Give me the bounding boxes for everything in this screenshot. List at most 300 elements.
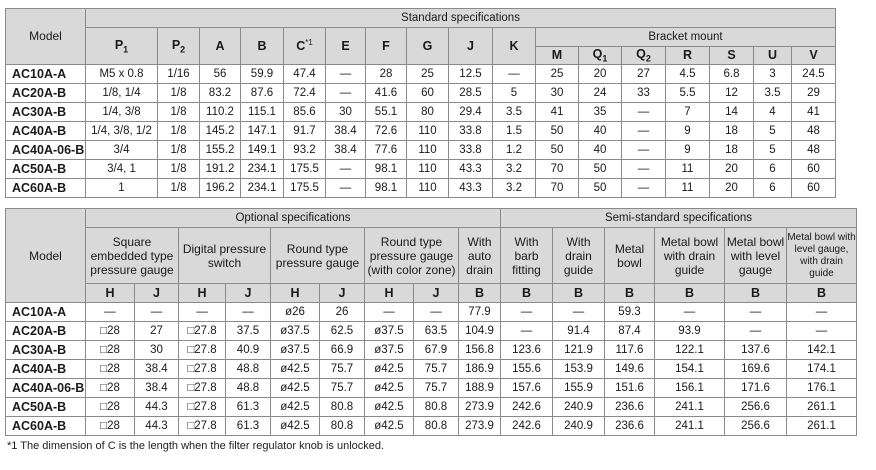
- table-cell: 240.9: [553, 398, 605, 417]
- table-cell: 50: [536, 140, 579, 159]
- table-cell: 242.6: [501, 398, 553, 417]
- table-cell: 80.8: [320, 398, 365, 417]
- table-cell: 50: [579, 159, 622, 178]
- table-cell: 27: [135, 322, 179, 341]
- table-cell: 80.8: [414, 417, 459, 436]
- table-cell: 80: [407, 102, 449, 121]
- optional-specifications-title: Optional specifications: [86, 209, 501, 228]
- table-cell: 156.8: [459, 341, 501, 360]
- table-cell: 35: [579, 102, 622, 121]
- table-cell: 40: [579, 121, 622, 140]
- model-cell: AC60A-B: [6, 178, 86, 197]
- table-cell: 191.2: [200, 159, 241, 178]
- table-cell: ø42.5: [271, 360, 320, 379]
- table-cell: 147.1: [241, 121, 284, 140]
- table-cell: 3/4: [86, 140, 158, 159]
- table-cell: 1/4, 3/8, 1/2: [86, 121, 158, 140]
- table-cell: 55.1: [366, 102, 407, 121]
- table-cell: 41: [792, 102, 836, 121]
- table-cell: 59.9: [241, 64, 284, 83]
- square-embedded-gauge-header: Square embedded type pressure gauge: [86, 228, 179, 284]
- digital-pressure-switch-header: Digital pressure switch: [179, 228, 271, 284]
- table-row: [6, 398, 857, 417]
- table-cell: 93.2: [284, 140, 326, 159]
- col-s-header: S: [710, 47, 754, 65]
- table-row: [6, 341, 857, 360]
- table-cell: 241.1: [655, 417, 725, 436]
- table-cell: 56: [200, 64, 241, 83]
- table-cell: 1.5: [493, 121, 536, 140]
- metal-bowl-drain-guide-header: Metal bowl with drain guide: [655, 228, 725, 284]
- table-cell: 38.4: [135, 360, 179, 379]
- table-cell: 236.6: [605, 398, 655, 417]
- barb-fitting-header: With barb fitting: [501, 228, 553, 284]
- table-cell: 50: [536, 121, 579, 140]
- table-cell: 149.6: [605, 360, 655, 379]
- table-cell: 110: [407, 121, 449, 140]
- table-cell: ø42.5: [365, 360, 414, 379]
- table-cell: 9: [666, 121, 710, 140]
- col-f-header: F: [366, 28, 407, 65]
- table-cell: 98.1: [366, 159, 407, 178]
- table-cell: ø42.5: [271, 417, 320, 436]
- table-cell: 157.6: [501, 379, 553, 398]
- table-cell: 155.6: [501, 360, 553, 379]
- col-letter-header: B: [605, 284, 655, 303]
- table-cell: 175.5: [284, 159, 326, 178]
- table-cell: —: [86, 303, 135, 322]
- table-cell: 154.1: [655, 360, 725, 379]
- table-cell: 110: [407, 140, 449, 159]
- table-cell: 93.9: [655, 322, 725, 341]
- col-p1-header: $P_1$: [86, 28, 158, 65]
- auto-drain-header: With auto drain: [459, 228, 501, 284]
- table-cell: 1/8: [158, 102, 200, 121]
- table-cell: 242.6: [501, 417, 553, 436]
- model-cell: AC40A-06-B: [6, 379, 86, 398]
- table-cell: □27.8: [179, 417, 226, 436]
- table-cell: 261.1: [787, 417, 857, 436]
- col-letter-header: B: [787, 284, 857, 303]
- table-cell: 59.3: [605, 303, 655, 322]
- table-cell: 80.8: [320, 417, 365, 436]
- table-cell: 236.6: [605, 417, 655, 436]
- table-cell: 261.1: [787, 398, 857, 417]
- table-cell: 6.8: [710, 64, 754, 83]
- table-cell: M5 x 0.8: [86, 64, 158, 83]
- table-cell: ø42.5: [271, 398, 320, 417]
- col-letter-header: B: [655, 284, 725, 303]
- table-cell: 91.4: [553, 322, 605, 341]
- col-k-header: K: [493, 28, 536, 65]
- table-row: [6, 121, 836, 140]
- table-cell: 3.5: [493, 102, 536, 121]
- table-cell: 5: [754, 140, 792, 159]
- optional-column-letters: [6, 284, 857, 303]
- table-cell: 61.3: [226, 417, 271, 436]
- col-letter-header: H: [271, 284, 320, 303]
- table-cell: 188.9: [459, 379, 501, 398]
- table-cell: ø42.5: [271, 379, 320, 398]
- table-row: [6, 379, 857, 398]
- table-cell: 41.6: [366, 83, 407, 102]
- table-cell: 48: [792, 140, 836, 159]
- table-cell: 98.1: [366, 178, 407, 197]
- table-cell: 256.6: [725, 398, 787, 417]
- table-cell: 40.9: [226, 341, 271, 360]
- table-cell: 241.1: [655, 398, 725, 417]
- table-cell: 12.5: [449, 64, 493, 83]
- table-row: [6, 417, 857, 436]
- table-cell: 3: [754, 64, 792, 83]
- table-cell: 60: [792, 178, 836, 197]
- drain-guide-header: With drain guide: [553, 228, 605, 284]
- table-cell: 149.1: [241, 140, 284, 159]
- table-cell: —: [326, 178, 366, 197]
- col-letter-header: H: [365, 284, 414, 303]
- table-cell: 5: [493, 83, 536, 102]
- table-cell: 38.4: [326, 140, 366, 159]
- table-cell: 11: [666, 178, 710, 197]
- table-cell: 186.9: [459, 360, 501, 379]
- table-cell: 1/8: [158, 121, 200, 140]
- model-cell: AC50A-B: [6, 398, 86, 417]
- table-cell: 1/16: [158, 64, 200, 83]
- table-cell: 38.4: [135, 379, 179, 398]
- table-row: [6, 64, 836, 83]
- metal-bowl-level-gauge-header: Metal bowl with level gauge: [725, 228, 787, 284]
- table-cell: —: [414, 303, 459, 322]
- table-cell: 70: [536, 178, 579, 197]
- table-cell: 145.2: [200, 121, 241, 140]
- table-row: [6, 83, 836, 102]
- table-row: [6, 322, 857, 341]
- model-cell: AC30A-B: [6, 102, 86, 121]
- table-cell: 11: [666, 159, 710, 178]
- table-cell: 33: [622, 83, 666, 102]
- table-cell: 47.4: [284, 64, 326, 83]
- col-letter-header: J: [135, 284, 179, 303]
- table-cell: 24: [579, 83, 622, 102]
- col-a-header: A: [200, 28, 241, 65]
- col-letter-header: B: [501, 284, 553, 303]
- model-cell: AC20A-B: [6, 322, 86, 341]
- table-cell: □28: [86, 360, 135, 379]
- table-cell: 29.4: [449, 102, 493, 121]
- table-cell: 33.8: [449, 140, 493, 159]
- table-cell: 63.5: [414, 322, 459, 341]
- table-cell: —: [655, 303, 725, 322]
- table-cell: 41: [536, 102, 579, 121]
- table-cell: 28: [366, 64, 407, 83]
- col-letter-header: H: [179, 284, 226, 303]
- table-cell: 83.2: [200, 83, 241, 102]
- model-cell: AC40A-B: [6, 360, 86, 379]
- table-cell: —: [493, 64, 536, 83]
- model-cell: AC10A-A: [6, 303, 86, 322]
- table-cell: —: [179, 303, 226, 322]
- col-e-header: E: [326, 28, 366, 65]
- table-cell: —: [725, 303, 787, 322]
- table-cell: 175.5: [284, 178, 326, 197]
- table-cell: □28: [86, 417, 135, 436]
- col-v-header: V: [792, 47, 836, 65]
- col-u-header: U: [754, 47, 792, 65]
- table-cell: ø37.5: [271, 322, 320, 341]
- table-cell: 75.7: [414, 360, 459, 379]
- table-cell: 60: [792, 159, 836, 178]
- table-cell: □28: [86, 341, 135, 360]
- table-cell: 117.6: [605, 341, 655, 360]
- col-q1-header: $Q_1$: [579, 47, 622, 65]
- table-cell: 4.5: [666, 64, 710, 83]
- table-cell: □28: [86, 398, 135, 417]
- table-cell: 28.5: [449, 83, 493, 102]
- table-cell: 37.5: [226, 322, 271, 341]
- table-cell: 1: [86, 178, 158, 197]
- table-cell: 155.2: [200, 140, 241, 159]
- col-m-header: M: [536, 47, 579, 65]
- footnote: *1 The dimension of C is the length when the filter regulator knob is unlocked.: [7, 440, 385, 452]
- col-j-header: J: [449, 28, 493, 65]
- table-cell: 20: [710, 178, 754, 197]
- optional-specifications-body: [6, 303, 857, 436]
- table-cell: 67.9: [414, 341, 459, 360]
- table-cell: —: [787, 303, 857, 322]
- table-cell: 91.7: [284, 121, 326, 140]
- table-cell: 77.6: [366, 140, 407, 159]
- table-row: [6, 140, 836, 159]
- standard-specifications-title: Standard specifications: [86, 9, 836, 28]
- table-cell: 30: [536, 83, 579, 102]
- table-cell: 3.2: [493, 159, 536, 178]
- table-cell: —: [622, 140, 666, 159]
- table-cell: 87.4: [605, 322, 655, 341]
- table-cell: —: [226, 303, 271, 322]
- col-r-header: R: [666, 47, 710, 65]
- table-cell: 12: [710, 83, 754, 102]
- table-cell: 1/4, 3/8: [86, 102, 158, 121]
- table-cell: 196.2: [200, 178, 241, 197]
- table-cell: —: [326, 64, 366, 83]
- table-cell: —: [135, 303, 179, 322]
- col-p2-header: $P_2$: [158, 28, 200, 65]
- table-cell: 75.7: [320, 379, 365, 398]
- table-cell: 85.6: [284, 102, 326, 121]
- table-cell: 3.2: [493, 178, 536, 197]
- table-cell: 60: [407, 83, 449, 102]
- table-cell: 14: [710, 102, 754, 121]
- table-cell: 80.8: [414, 398, 459, 417]
- col-letter-header: J: [320, 284, 365, 303]
- table-cell: □28: [86, 322, 135, 341]
- standard-specifications-body: [6, 64, 836, 197]
- table-cell: 9: [666, 140, 710, 159]
- table-cell: 240.9: [553, 417, 605, 436]
- table-cell: 20: [710, 159, 754, 178]
- model-cell: AC40A-06-B: [6, 140, 86, 159]
- table-cell: —: [365, 303, 414, 322]
- round-type-gauge-color-zone-header: Round type pressure gauge (with color zone): [365, 228, 459, 284]
- table-cell: ø37.5: [365, 322, 414, 341]
- model-column-header: Model: [6, 9, 86, 65]
- table-cell: 62.5: [320, 322, 365, 341]
- table-cell: 6: [754, 178, 792, 197]
- table-row: [6, 303, 857, 322]
- table-cell: 234.1: [241, 178, 284, 197]
- model-cell: AC60A-B: [6, 417, 86, 436]
- table-cell: ø42.5: [365, 379, 414, 398]
- model-cell: AC50A-B: [6, 159, 86, 178]
- table-cell: 38.4: [326, 121, 366, 140]
- table-cell: 171.6: [725, 379, 787, 398]
- table-cell: 234.1: [241, 159, 284, 178]
- table-cell: 44.3: [135, 417, 179, 436]
- table-cell: 20: [579, 64, 622, 83]
- table-cell: □27.8: [179, 341, 226, 360]
- table-cell: 1.2: [493, 140, 536, 159]
- table-cell: 18: [710, 121, 754, 140]
- table-cell: 18: [710, 140, 754, 159]
- table-cell: 110.2: [200, 102, 241, 121]
- table-cell: □27.8: [179, 360, 226, 379]
- col-letter-header: H: [86, 284, 135, 303]
- table-cell: ø37.5: [271, 341, 320, 360]
- table-cell: 48.8: [226, 360, 271, 379]
- table-cell: —: [787, 322, 857, 341]
- table-cell: 4: [754, 102, 792, 121]
- table-cell: □27.8: [179, 322, 226, 341]
- table-cell: 142.1: [787, 341, 857, 360]
- table-cell: 5: [754, 121, 792, 140]
- table-cell: ø42.5: [365, 398, 414, 417]
- table-cell: 30: [135, 341, 179, 360]
- table-cell: 43.3: [449, 178, 493, 197]
- table-cell: ø26: [271, 303, 320, 322]
- col-letter-header: J: [226, 284, 271, 303]
- table-cell: —: [622, 178, 666, 197]
- table-cell: 50: [579, 178, 622, 197]
- table-cell: 48.8: [226, 379, 271, 398]
- table-cell: 104.9: [459, 322, 501, 341]
- table-cell: —: [326, 159, 366, 178]
- table-cell: 24.5: [792, 64, 836, 83]
- optional-specifications-table: [5, 208, 857, 436]
- table-cell: 48: [792, 121, 836, 140]
- table-cell: 123.6: [501, 341, 553, 360]
- table-cell: 66.9: [320, 341, 365, 360]
- model-column-header-2: Model: [6, 209, 86, 303]
- table-row: [6, 360, 857, 379]
- standard-specifications-table: [5, 8, 836, 198]
- table-cell: 72.6: [366, 121, 407, 140]
- model-cell: AC30A-B: [6, 341, 86, 360]
- table-cell: 176.1: [787, 379, 857, 398]
- table-cell: 30: [326, 102, 366, 121]
- table-cell: 87.6: [241, 83, 284, 102]
- table-cell: 153.9: [553, 360, 605, 379]
- table-cell: 3.5: [754, 83, 792, 102]
- table-cell: 122.1: [655, 341, 725, 360]
- table-cell: 7: [666, 102, 710, 121]
- table-cell: 5.5: [666, 83, 710, 102]
- table-cell: □27.8: [179, 379, 226, 398]
- table-cell: 3/4, 1: [86, 159, 158, 178]
- table-cell: 151.6: [605, 379, 655, 398]
- table-cell: □27.8: [179, 398, 226, 417]
- metal-bowl-header: Metal bowl: [605, 228, 655, 284]
- table-cell: —: [553, 303, 605, 322]
- table-cell: 174.1: [787, 360, 857, 379]
- table-cell: —: [622, 121, 666, 140]
- table-cell: —: [725, 322, 787, 341]
- table-cell: 77.9: [459, 303, 501, 322]
- table-cell: 155.9: [553, 379, 605, 398]
- model-cell: AC10A-A: [6, 64, 86, 83]
- table-cell: 137.6: [725, 341, 787, 360]
- table-cell: —: [622, 102, 666, 121]
- bracket-mount-title: Bracket mount: [536, 28, 836, 47]
- table-cell: 121.9: [553, 341, 605, 360]
- col-b-header: B: [241, 28, 284, 65]
- table-cell: 70: [536, 159, 579, 178]
- table-cell: ø37.5: [365, 341, 414, 360]
- col-letter-header: B: [725, 284, 787, 303]
- table-cell: 110: [407, 159, 449, 178]
- model-cell: AC40A-B: [6, 121, 86, 140]
- table-cell: 72.4: [284, 83, 326, 102]
- col-letter-header: B: [553, 284, 605, 303]
- table-cell: 75.7: [320, 360, 365, 379]
- table-cell: 1/8: [158, 83, 200, 102]
- table-cell: 110: [407, 178, 449, 197]
- table-cell: 61.3: [226, 398, 271, 417]
- table-cell: 25: [407, 64, 449, 83]
- table-cell: 29: [792, 83, 836, 102]
- table-cell: 1/8: [158, 140, 200, 159]
- table-cell: 43.3: [449, 159, 493, 178]
- table-cell: 156.1: [655, 379, 725, 398]
- table-cell: —: [501, 322, 553, 341]
- table-cell: —: [501, 303, 553, 322]
- table-cell: 1/8: [158, 178, 200, 197]
- col-letter-header: J: [414, 284, 459, 303]
- metal-bowl-level-gauge-drain-guide-header: Metal bowl with level gauge, with drain guide: [787, 228, 857, 284]
- col-letter-header: B: [459, 284, 501, 303]
- table-cell: □28: [86, 379, 135, 398]
- table-cell: 273.9: [459, 417, 501, 436]
- round-type-gauge-header: Round type pressure gauge: [271, 228, 365, 284]
- col-g-header: G: [407, 28, 449, 65]
- table-cell: 115.1: [241, 102, 284, 121]
- table-cell: 6: [754, 159, 792, 178]
- table-row: [6, 159, 836, 178]
- table-cell: 25: [536, 64, 579, 83]
- table-cell: 40: [579, 140, 622, 159]
- table-row: [6, 102, 836, 121]
- table-cell: —: [326, 83, 366, 102]
- table-cell: 26: [320, 303, 365, 322]
- model-cell: AC20A-B: [6, 83, 86, 102]
- table-cell: —: [622, 159, 666, 178]
- table-cell: 1/8: [158, 159, 200, 178]
- table-cell: 75.7: [414, 379, 459, 398]
- table-cell: 27: [622, 64, 666, 83]
- table-cell: 44.3: [135, 398, 179, 417]
- col-q2-header: $Q_2$: [622, 47, 666, 65]
- table-cell: 169.6: [725, 360, 787, 379]
- table-cell: ø42.5: [365, 417, 414, 436]
